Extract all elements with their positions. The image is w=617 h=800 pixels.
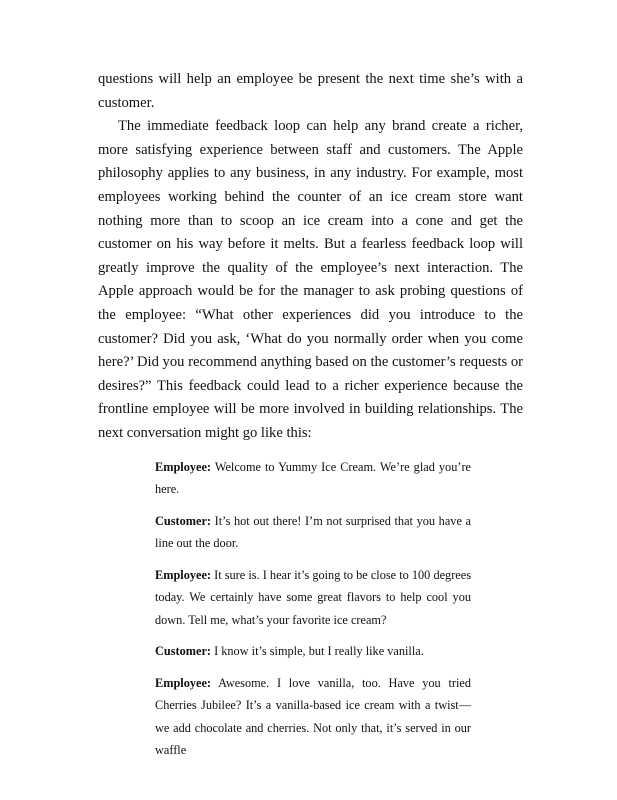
speaker-label: Customer: (155, 644, 212, 658)
dialogue-text: Welcome to Yummy Ice Cream. We’re glad you’re here. (155, 459, 471, 496)
paragraph-continuation: questions will help an employee be present the next time she’s with a customer. (98, 71, 523, 111)
dialogue-line (155, 672, 471, 762)
dialogue-line (155, 510, 471, 555)
dialogue-text: It sure is. I hear it’s going to be close to 100 degrees today. We certainly have some great flavors to help cool you down. Tell me, what’s your favorite ice cream? (155, 567, 471, 627)
document-page (98, 68, 523, 771)
dialogue-line (155, 640, 471, 663)
speaker-label: Employee: (155, 675, 212, 690)
speaker-label: Employee: (155, 459, 212, 474)
paragraph-feedback-loop: The immediate feedback loop can help any brand create a richer, more satisfying experience between staff and customers. The Apple philosophy applies to any business, in any industry. For example, most employees working behind the counter of an ice cream store want nothing more than to scoop an ice cream into a cone and get the customer on his way before it melts. But a fearless feedback loop will greatly improve the quality of the employee’s next interaction. The Apple approach would be for the manager to ask probing questions of the employee: “What other experiences did you introduce to the customer? Did you ask, ‘What do you normally order when you come here?’ Did you recommend anything based on the customer’s requests or desires?” This feedback could lead to a richer experience because the frontline employee will be more involved in building relationships. The next conversation might go like this: (98, 118, 523, 441)
dialogue-text: I know it’s simple, but I really like vanilla. (211, 644, 424, 658)
dialogue-text: Awesome. I love vanilla, too. Have you tried Cherries Jubilee? It’s a vanilla-based ice cream with a twist—we add chocolate and cherries. Not only that, it’s served in our waffle (155, 675, 471, 757)
dialogue-line (155, 456, 471, 501)
dialogue-block (155, 456, 471, 762)
speaker-label: Customer: (155, 513, 212, 528)
dialogue-text: It’s hot out there! I’m not surprised that you have a line out the door. (155, 513, 471, 550)
speaker-label: Employee: (155, 567, 212, 582)
dialogue-line (155, 564, 471, 632)
